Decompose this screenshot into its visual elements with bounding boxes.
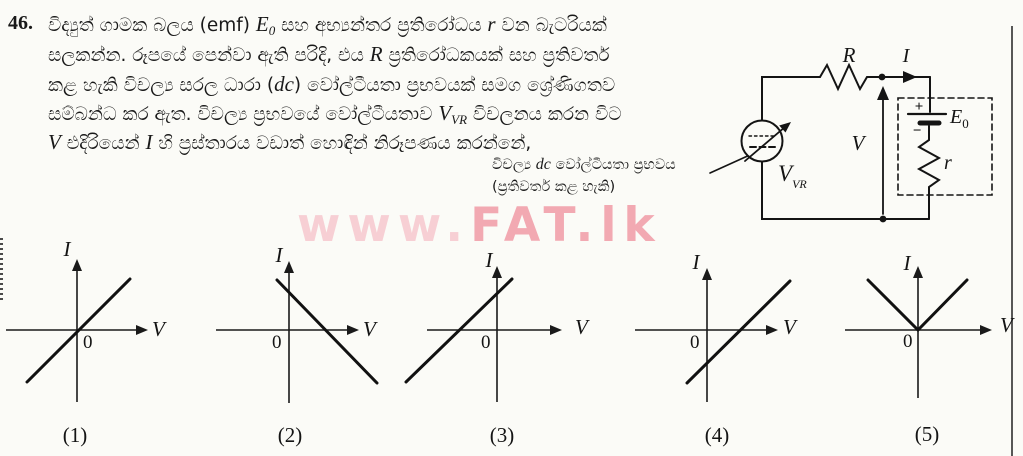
x-arrowhead-icon — [550, 325, 562, 335]
option-label-3: (3) — [489, 423, 515, 447]
question-text: ) වෝල්ටීයතා ප්‍රභවයක් සමග ශ්‍රේණිගතව — [293, 75, 616, 96]
dc-symbol: dc — [535, 156, 551, 173]
question-line-5 — [48, 130, 531, 156]
source-caption-line-2: (ප්‍රතිවර්ත කළ හැකි) — [492, 179, 616, 195]
question-text: සලකන්න. රූපයේ පෙන්වා ඇති පරිදි, එය — [48, 45, 370, 66]
x-axis-label: V — [1000, 313, 1013, 337]
source-caption-line-1 — [492, 156, 676, 174]
battery-dashed-box — [898, 98, 992, 195]
y-arrowhead-icon — [913, 266, 923, 278]
node-dot — [879, 74, 886, 81]
option-label-5: (5) — [914, 422, 940, 446]
question-text: එදිරියෙන් — [60, 133, 146, 154]
origin-label: 0 — [903, 331, 913, 352]
caption-text: විචල්‍ය — [492, 157, 536, 173]
current-symbol: I — [145, 130, 153, 154]
x-arrowhead-icon — [980, 325, 992, 335]
watermark-www: www. — [297, 198, 471, 253]
y-axis-label: I — [903, 251, 911, 275]
voltage-symbol: V — [48, 130, 61, 154]
origin-label: 0 — [272, 332, 282, 353]
emf-symbol: E — [255, 12, 269, 36]
resistor-R-label: R — [842, 43, 856, 67]
y-arrowhead-icon — [284, 261, 294, 273]
emf-subscript: 0 — [268, 23, 276, 38]
question-text: විචලනය කරන විට — [467, 104, 622, 125]
option-label-2: (2) — [277, 423, 303, 447]
origin-label: 0 — [481, 332, 491, 353]
x-axis-label: V — [783, 315, 796, 339]
question-text: ප්‍රතිරෝධකයක් සහ ප්‍රතිවර්ත — [382, 45, 610, 66]
x-arrowhead-icon — [766, 325, 778, 335]
caption-text: වෝල්ටීයතා ප්‍රභවය — [550, 157, 676, 173]
emf-E0-label — [949, 106, 969, 131]
question-line-3 — [48, 72, 615, 98]
question-line-4 — [48, 101, 622, 132]
resistor-symbol: R — [369, 42, 383, 66]
x-axis-label: V — [152, 317, 165, 341]
data-line — [277, 280, 377, 383]
y-arrowhead-icon — [702, 268, 712, 280]
origin-label: 0 — [83, 332, 93, 353]
source-sub: VR — [792, 177, 807, 191]
question-text: සහ අභ්‍යන්තර ප්‍රතිරෝධය — [275, 15, 488, 36]
internal-resistor-r-icon — [919, 140, 939, 219]
option-label-1: (1) — [62, 423, 88, 447]
current-I-label: I — [902, 45, 910, 67]
option-label-4: (4) — [704, 423, 730, 447]
wire — [762, 77, 820, 121]
option-graph-5 — [845, 251, 1015, 446]
node-dot — [880, 216, 887, 223]
data-line — [687, 281, 790, 383]
emf-sub: 0 — [962, 116, 969, 131]
option-graph-3 — [406, 248, 590, 447]
question-line-1 — [48, 12, 607, 43]
y-arrowhead-icon — [492, 266, 502, 278]
question-number: 46. — [8, 12, 33, 34]
x-arrowhead-icon — [136, 325, 148, 335]
plus-sign: + — [914, 99, 924, 115]
question-text: කළ හැකි විචල්‍ය සරල ධාරා ( — [48, 75, 275, 96]
minus-sign: − — [912, 123, 922, 139]
internal-resistance-symbol: r — [487, 12, 496, 36]
answer-option-graphs — [0, 236, 1023, 456]
option-graph-2 — [216, 243, 378, 447]
x-axis-label: V — [363, 317, 376, 341]
source-Vvr-label — [778, 161, 807, 191]
circuit-diagram — [706, 20, 1016, 230]
origin-label: 0 — [690, 332, 700, 353]
question-line-2 — [48, 42, 610, 68]
y-axis-label: I — [485, 248, 493, 272]
y-axis-label: I — [692, 250, 700, 274]
voltage-V-label: V — [851, 131, 865, 155]
caption-pointer-line — [710, 154, 752, 173]
x-axis-label: V — [575, 315, 588, 339]
question-text: සම්බන්ධ කර ඇත. විචල්‍ය ප්‍රභවයේ වෝල්ටීයතාව — [48, 104, 439, 125]
y-arrowhead-icon — [72, 259, 82, 271]
source-voltage-symbol: V — [438, 101, 452, 125]
emf-letter: E — [950, 106, 963, 128]
source-voltage-subscript: VR — [451, 112, 468, 127]
x-arrowhead-icon — [347, 325, 359, 335]
variable-dc-source-icon — [742, 121, 783, 162]
voltage-arrowhead-icon — [877, 86, 889, 100]
question-text: විද්‍යුත් ගාමක බලය (emf) — [48, 15, 256, 36]
y-axis-label: I — [63, 237, 71, 261]
watermark-brand: FAT.lk — [470, 198, 662, 253]
current-arrowhead-icon — [903, 71, 917, 83]
y-axis-label: I — [275, 243, 283, 267]
dc-symbol: dc — [274, 72, 294, 96]
question-text: හි ප්‍රස්තාරය වඩාත් හොඳින් නිරූපණය කරන්නේ, — [152, 133, 532, 154]
source-letter: V — [778, 161, 793, 186]
option-graph-4 — [635, 250, 798, 447]
option-graph-1 — [6, 237, 167, 447]
question-text: වන බැටරියක් — [495, 15, 607, 36]
internal-resistance-r-label: r — [944, 152, 952, 174]
